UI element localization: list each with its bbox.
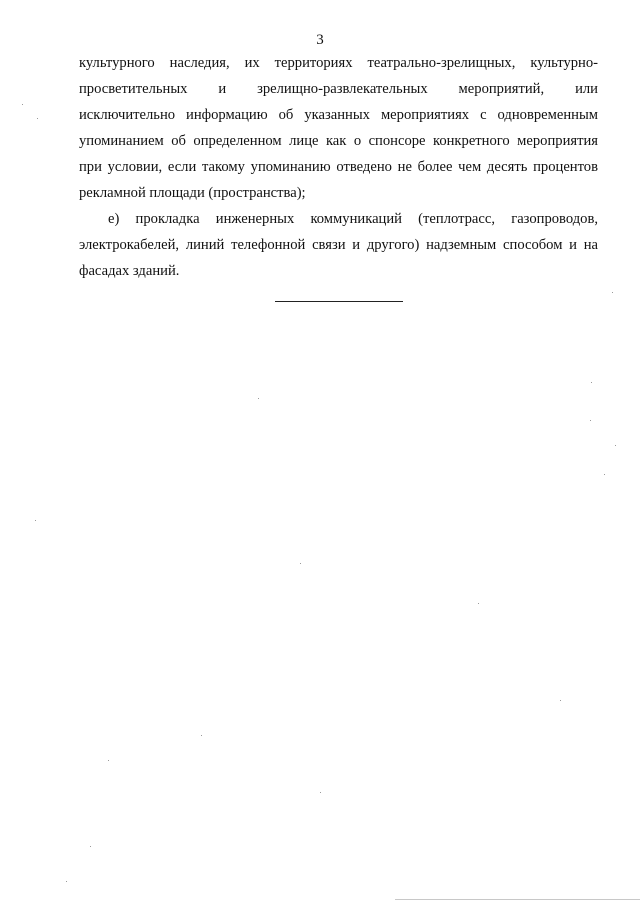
text-line: упоминанием об определенном лице как о спонсоре конкретного мероприятия: [79, 133, 598, 149]
scan-edge-line: [395, 899, 640, 900]
text-line: фасадах зданий.: [79, 263, 180, 279]
page-number: 3: [316, 32, 324, 48]
end-separator-line: [275, 301, 403, 302]
text-line: культурного наследия, их территориях театрально-зрелищных, культурно-: [79, 55, 598, 71]
paragraph-start-line: е) прокладка инженерных коммуникаций (теплотрасс, газопроводов,: [108, 211, 598, 227]
text-line: просветительных и зрелищно-развлекательных мероприятий, или: [79, 81, 598, 97]
text-line: рекламной площади (пространства);: [79, 185, 306, 201]
text-line: исключительно информацию об указанных мероприятиях с одновременным: [79, 107, 598, 123]
text-line: при условии, если такому упоминанию отведено не более чем десять процентов: [79, 159, 598, 175]
document-body: [79, 50, 598, 284]
text-line: электрокабелей, линий телефонной связи и другого) надземным способом и на: [79, 237, 598, 253]
